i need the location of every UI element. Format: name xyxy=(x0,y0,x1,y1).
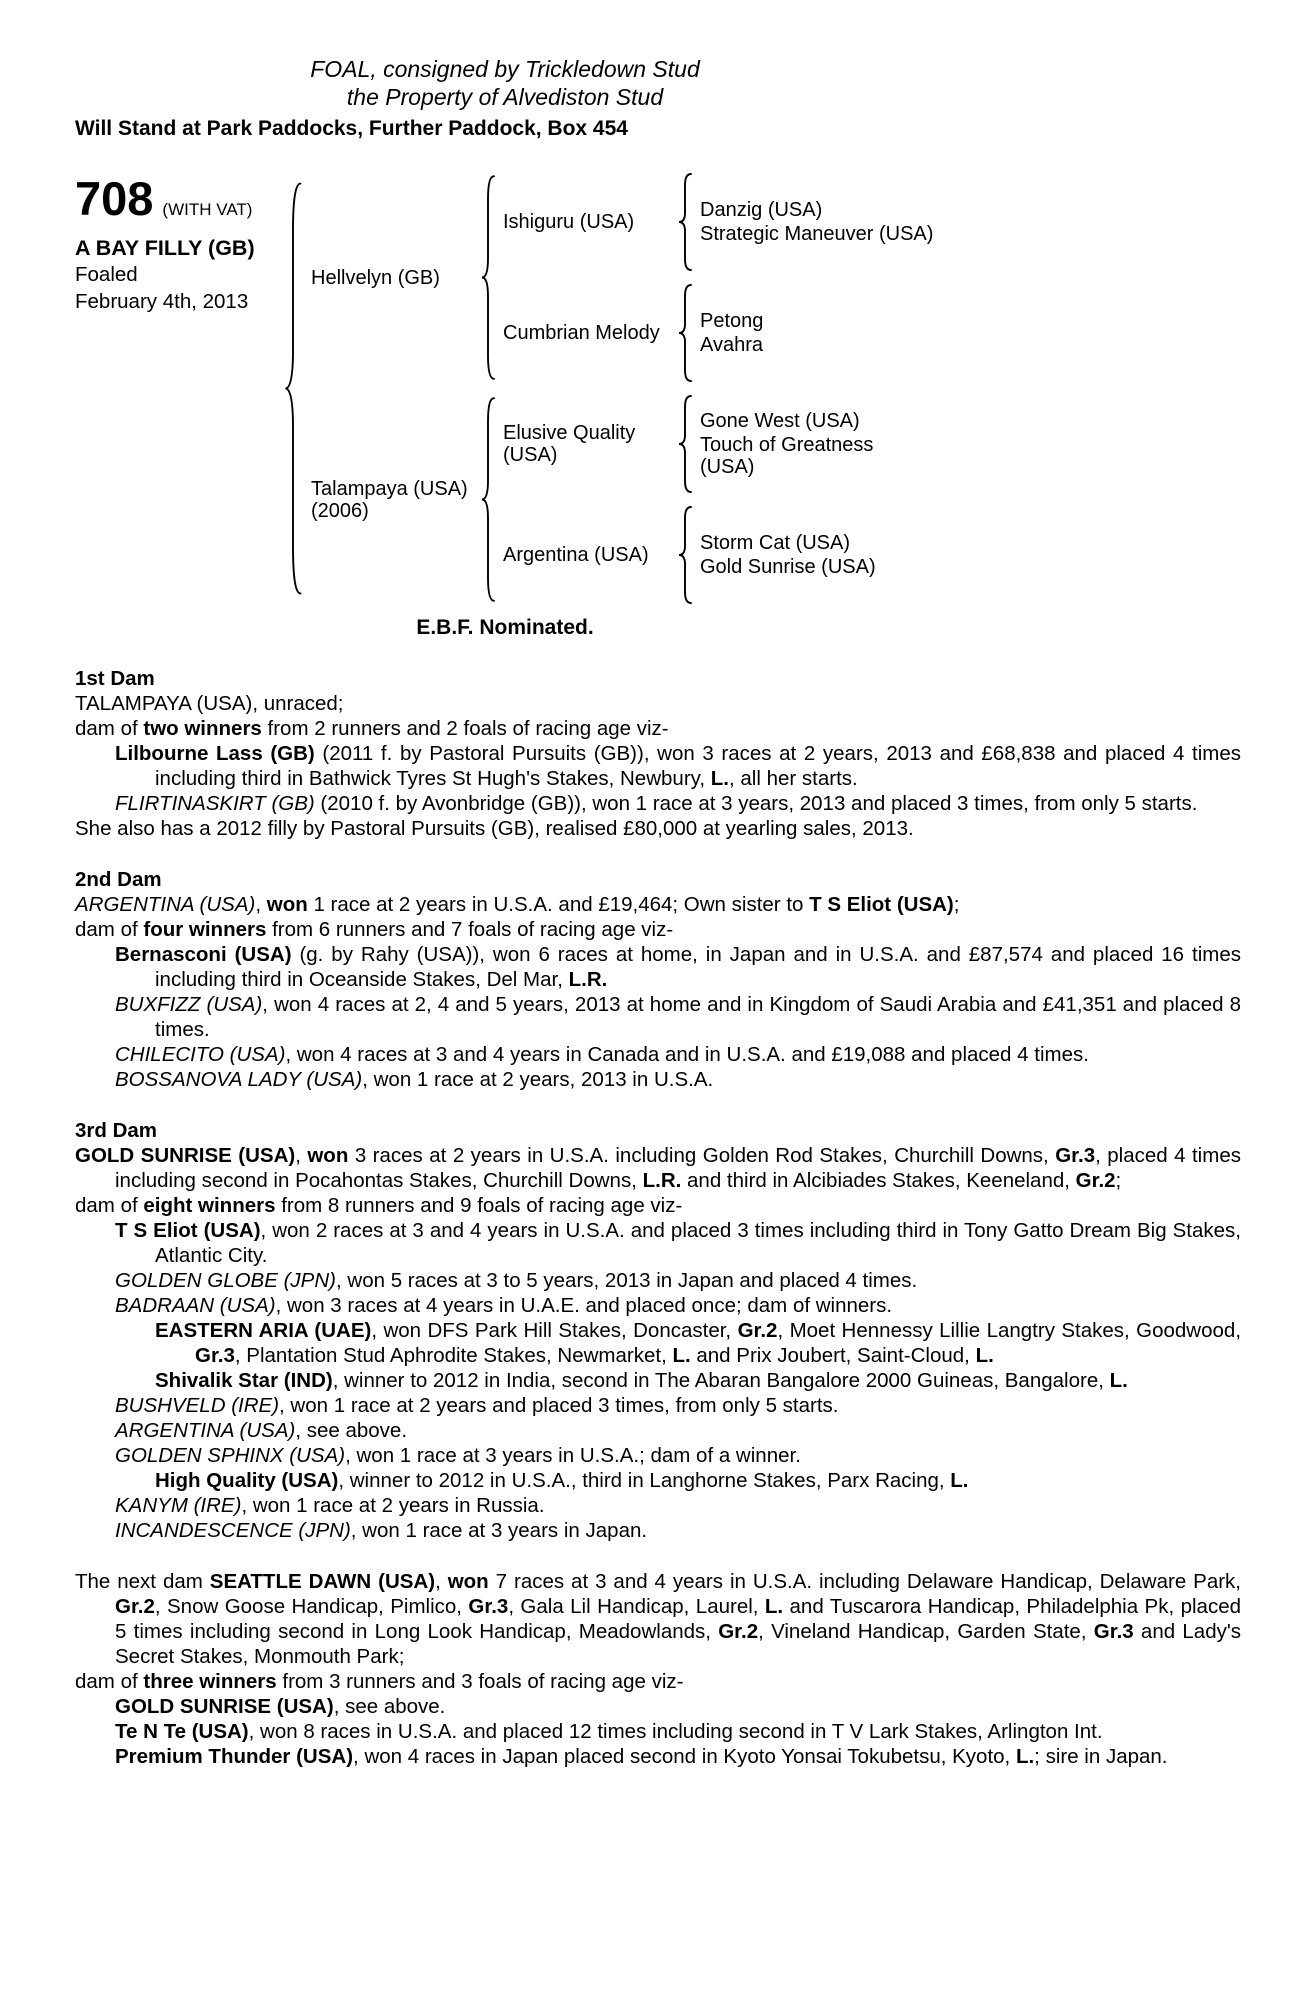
pedigree-paragraph xyxy=(75,992,1241,1042)
dam-sire-branch xyxy=(503,393,950,495)
vat-note: (WITH VAT) xyxy=(162,200,253,219)
text-run: GOLD SUNRISE (USA) xyxy=(115,1695,334,1718)
pedigree-paragraph xyxy=(75,1669,1241,1694)
pedigree-paragraph xyxy=(75,1719,1241,1744)
text-run: , Vineland Handicap, Garden State, xyxy=(758,1620,1094,1643)
pedigree-paragraph xyxy=(75,1518,1241,1543)
text-run: EASTERN ARIA (UAE) xyxy=(155,1319,372,1342)
dam-dam-branch xyxy=(503,504,950,606)
pedigree-paragraph xyxy=(75,1694,1241,1719)
text-run: , xyxy=(295,1144,308,1167)
text-run: Gr.3 xyxy=(195,1344,235,1367)
text-run: L.R. xyxy=(642,1169,682,1192)
dam-section-heading: 1st Dam xyxy=(75,667,155,690)
pedigree-paragraph xyxy=(75,1268,1241,1293)
text-run: (g. by Rahy (USA)), won 6 races at home, in Japan and in U.S.A. and £87,574 and placed 16 times including third in Oceanside Stakes, Del Mar, xyxy=(155,943,1241,991)
text-run: FLIRTINASKIRT (GB) xyxy=(115,792,315,815)
text-run: Shivalik Star (IND) xyxy=(155,1369,333,1392)
lot-number: 708 xyxy=(75,172,154,225)
pedigree-paragraph xyxy=(75,741,1241,791)
pedigree-paragraph xyxy=(75,1443,1241,1468)
text-run: from 2 runners and 2 foals of racing age viz- xyxy=(261,717,669,740)
text-run: SEATTLE DAWN (USA) xyxy=(209,1570,436,1593)
pedigree-paragraph xyxy=(75,1318,1241,1368)
pedigree-paragraph xyxy=(75,942,1241,992)
text-run: and Tuscarora Handicap, Philadelphia Pk, placed 5 times including second in Long Look Handicap, Meadowlands, xyxy=(115,1595,1241,1643)
text-run: dam of xyxy=(75,1670,144,1693)
text-run: ; sire in Japan. xyxy=(1034,1745,1168,1768)
dam-name: Talampaya (USA) (2006) xyxy=(311,477,468,522)
dam-sire-name: Elusive Quality (USA) xyxy=(503,422,636,466)
text-run: Gr.3 xyxy=(1055,1144,1096,1167)
text-run: 3 races at 2 years in U.S.A. including Golden Rod Stakes, Churchill Downs, xyxy=(348,1144,1056,1167)
pedigree-paragraph xyxy=(75,1218,1241,1268)
text-run: L. xyxy=(1015,1745,1035,1768)
text-run: CHILECITO (USA) xyxy=(115,1043,286,1066)
text-run: , won 1 race at 2 years in Russia. xyxy=(241,1494,545,1517)
dam-sire-parents xyxy=(700,409,950,479)
brace-icon xyxy=(677,394,693,494)
dam-parents xyxy=(503,393,950,606)
text-run: L. xyxy=(764,1595,784,1618)
text-run: won xyxy=(266,893,308,916)
brace-icon xyxy=(283,175,303,602)
text-run: and Prix Joubert, Saint-Cloud, xyxy=(690,1344,976,1367)
brace-icon xyxy=(677,172,693,272)
sire-sire-name: Ishiguru (USA) xyxy=(503,211,635,233)
text-run: (2010 f. by Avonbridge (GB)), won 1 race at 3 years, 2013 and placed 3 times, from only 5 starts. xyxy=(314,792,1198,815)
ebf-nominated: E.B.F. Nominated. xyxy=(416,616,594,639)
consignor-line: FOAL, consigned by Trickledown Stud xyxy=(310,56,700,82)
text-run: L. xyxy=(1109,1369,1128,1392)
pedigree-paragraph xyxy=(75,917,1241,942)
text-run: T S Eliot (USA) xyxy=(115,1219,261,1242)
text-run: and Lady's Secret Stakes, Monmouth Park; xyxy=(115,1620,1242,1668)
header-block xyxy=(75,55,935,111)
pedigree-paragraph xyxy=(75,1744,1241,1769)
sire-sire-branch xyxy=(503,171,950,273)
pedigree-paragraph xyxy=(75,1293,1241,1318)
sire-dam-branch xyxy=(503,282,950,384)
text-run: , won 4 races at 2, 4 and 5 years, 2013 at home and in Kingdom of Saudi Arabia and £41,351 and placed 8 times. xyxy=(155,993,1241,1041)
text-run: two winners xyxy=(143,717,262,740)
text-run: dam of xyxy=(75,717,144,740)
text-run: BUSHVELD (IRE) xyxy=(115,1394,280,1417)
pedigree-paragraph xyxy=(75,1042,1241,1067)
text-run: , won 3 races at 4 years in U.A.E. and placed once; dam of winners. xyxy=(275,1294,893,1317)
text-run: High Quality (USA) xyxy=(155,1469,339,1492)
sire-sire-parents xyxy=(700,198,950,246)
pedigree-paragraph xyxy=(75,1143,1241,1193)
text-run: Premium Thunder (USA) xyxy=(115,1745,354,1768)
text-run: , winner to 2012 in U.S.A., third in Langhorne Stakes, Parx Racing, xyxy=(338,1469,951,1492)
text-run: ; xyxy=(1115,1169,1122,1192)
text-run: won xyxy=(307,1144,349,1167)
sire-dam-parents xyxy=(700,309,950,357)
lot-info xyxy=(75,171,275,606)
foaled-date: February 4th, 2013 xyxy=(75,290,249,313)
pedigree-paragraph xyxy=(75,1193,1241,1218)
pedigree-paragraph xyxy=(75,716,1241,741)
sire-name: Hellvelyn (GB) xyxy=(311,266,440,289)
text-run: , Moet Hennessy Lillie Langtry Stakes, Goodwood, xyxy=(777,1319,1242,1342)
text-run: INCANDESCENCE (JPN) xyxy=(115,1519,351,1542)
horse-description: A BAY FILLY (GB) xyxy=(75,236,255,260)
text-run: , won 8 races in U.S.A. and placed 12 times including second in T V Lark Stakes, Arlington Int. xyxy=(248,1720,1103,1743)
text-run: , won 5 races at 3 to 5 years, 2013 in Japan and placed 4 times. xyxy=(336,1269,918,1292)
text-run: ; xyxy=(953,893,960,916)
text-run: from 6 runners and 7 foals of racing age viz- xyxy=(266,918,674,941)
text-run: won xyxy=(447,1570,489,1593)
catalogue-body xyxy=(75,666,1241,1769)
sire-sire-sire-name: Danzig (USA) xyxy=(700,199,823,221)
text-run: Bernasconi (USA) xyxy=(115,943,292,966)
dam-dam-dam-name: Gold Sunrise (USA) xyxy=(700,556,876,578)
text-run: ARGENTINA (USA) xyxy=(115,1419,296,1442)
text-run: , Gala Lil Handicap, Laurel, xyxy=(508,1595,765,1618)
text-run: BOSSANOVA LADY (USA) xyxy=(115,1068,363,1091)
text-run: , won 1 race at 3 years in Japan. xyxy=(350,1519,648,1542)
pedigree-paragraph xyxy=(75,1493,1241,1518)
text-run: , xyxy=(435,1570,448,1593)
text-run: ARGENTINA (USA) xyxy=(75,893,256,916)
text-run: eight winners xyxy=(143,1194,276,1217)
text-run: BADRAAN (USA) xyxy=(115,1294,276,1317)
generation-1 xyxy=(311,171,950,606)
dam-sire-sire-name: Gone West (USA) xyxy=(700,410,860,432)
text-run: L. xyxy=(672,1344,691,1367)
text-run: and third in Alcibiades Stakes, Keeneland, xyxy=(681,1169,1076,1192)
dam-dam-parents xyxy=(700,531,950,579)
text-run: dam of xyxy=(75,918,144,941)
sire-sire-dam-name: Strategic Maneuver (USA) xyxy=(700,223,934,245)
text-run: Gr.2 xyxy=(737,1319,778,1342)
dam-branch xyxy=(311,393,950,606)
text-run: , xyxy=(255,893,267,916)
text-run: , see above. xyxy=(295,1419,408,1442)
pedigree-paragraph xyxy=(75,1067,1241,1092)
dam-sire-dam-name: Touch of Greatness (USA) xyxy=(700,434,874,478)
brace-icon xyxy=(480,394,496,605)
sire-dam-name: Cumbrian Melody xyxy=(503,322,660,344)
sire-parents xyxy=(503,171,950,384)
text-run: GOLDEN GLOBE (JPN) xyxy=(115,1269,336,1292)
foaled-label: Foaled xyxy=(75,263,138,286)
brace-icon xyxy=(677,283,693,383)
text-run: , won 1 race at 2 years, 2013 in U.S.A. xyxy=(362,1068,714,1091)
pedigree-paragraph xyxy=(75,1468,1241,1493)
text-run: Gr.2 xyxy=(1075,1169,1116,1192)
text-run: GOLDEN SPHINX (USA) xyxy=(115,1444,346,1467)
text-run: Gr.3 xyxy=(1093,1620,1134,1643)
text-run: , winner to 2012 in India, second in The Abaran Bangalore 2000 Guineas, Bangalore, xyxy=(332,1369,1110,1392)
text-run: L. xyxy=(710,767,729,790)
sire-dam-dam-name: Avahra xyxy=(700,334,764,356)
text-run: , Plantation Stud Aphrodite Stakes, Newmarket, xyxy=(234,1344,673,1367)
text-run: TALAMPAYA (USA), unraced; xyxy=(75,692,344,715)
lot-row xyxy=(75,172,275,225)
text-run: , won 4 races at 3 and 4 years in Canada and in U.S.A. and £19,088 and placed 4 times. xyxy=(285,1043,1089,1066)
dam-dam-sire-name: Storm Cat (USA) xyxy=(700,532,851,554)
dam-dam-name: Argentina (USA) xyxy=(503,544,649,566)
sire-branch xyxy=(311,171,950,384)
pedigree-paragraph xyxy=(75,1368,1241,1393)
text-run: , see above. xyxy=(333,1695,446,1718)
dam-section-heading: 2nd Dam xyxy=(75,868,162,891)
stand-location: Will Stand at Park Paddocks, Further Paddock, Box 454 xyxy=(75,117,628,140)
text-run: dam of xyxy=(75,1194,144,1217)
text-run: , won 2 races at 3 and 4 years in U.S.A. and placed 3 times including third in Tony Gatto Dream Big Stakes, Atlantic City. xyxy=(155,1219,1241,1267)
text-run: L. xyxy=(950,1469,969,1492)
sire-dam-sire-name: Petong xyxy=(700,310,764,332)
text-run: BUXFIZZ (USA) xyxy=(115,993,263,1016)
text-run: 7 races at 3 and 4 years in U.S.A. including Delaware Handicap, Delaware Park, xyxy=(488,1570,1242,1593)
pedigree-table xyxy=(75,171,1240,606)
text-run: , placed 4 times including second in Pocahontas Stakes, Churchill Downs, xyxy=(115,1144,1241,1192)
text-run: Gr.2 xyxy=(718,1620,759,1643)
dam-section-heading: 3rd Dam xyxy=(75,1119,158,1142)
text-run: from 8 runners and 9 foals of racing age viz- xyxy=(275,1194,683,1217)
pedigree-paragraph xyxy=(75,816,1241,841)
text-run: , won 1 race at 3 years in U.S.A.; dam of a winner. xyxy=(345,1444,801,1467)
pedigree-paragraph xyxy=(75,892,1241,917)
brace-icon xyxy=(677,505,693,605)
pedigree-paragraph xyxy=(75,691,1241,716)
pedigree-paragraph xyxy=(75,1393,1241,1418)
text-run: , Snow Goose Handicap, Pimlico, xyxy=(154,1595,469,1618)
pedigree-paragraph xyxy=(75,1418,1241,1443)
text-run: four winners xyxy=(143,918,267,941)
text-run: The next dam xyxy=(75,1570,210,1593)
text-run: , won DFS Park Hill Stakes, Doncaster, xyxy=(371,1319,738,1342)
text-run: Te N Te (USA) xyxy=(115,1720,249,1743)
text-run: , won 1 race at 2 years and placed 3 times, from only 5 starts. xyxy=(279,1394,839,1417)
text-run: three winners xyxy=(143,1670,277,1693)
pedigree-paragraph xyxy=(75,791,1241,816)
pedigree-paragraph xyxy=(75,1569,1241,1669)
text-run: , won 4 races in Japan placed second in Kyoto Yonsai Tokubetsu, Kyoto, xyxy=(353,1745,1016,1768)
text-run: Lilbourne Lass (GB) xyxy=(115,742,315,765)
text-run: L.R. xyxy=(568,968,608,991)
property-line: the Property of Alvediston Stud xyxy=(346,84,664,110)
text-run: She also has a 2012 filly by Pastoral Pursuits (GB), realised £80,000 at yearling sales, 2013. xyxy=(75,817,914,840)
text-run: (2011 f. by Pastoral Pursuits (GB)), won 3 races at 2 years, 2013 and £68,838 and placed 4 times including third in Bathwick Tyres St Hugh's Stakes, Newbury, xyxy=(155,742,1242,790)
text-run: Gr.2 xyxy=(115,1595,155,1618)
text-run: KANYM (IRE) xyxy=(115,1494,242,1517)
text-run: from 3 runners and 3 foals of racing age viz- xyxy=(276,1670,684,1693)
text-run: GOLD SUNRISE (USA) xyxy=(75,1144,296,1167)
text-run: , all her starts. xyxy=(728,767,858,790)
brace-icon xyxy=(480,172,496,383)
text-run: Gr.3 xyxy=(468,1595,509,1618)
text-run: L. xyxy=(975,1344,994,1367)
text-run: T S Eliot (USA) xyxy=(809,893,954,916)
text-run: 1 race at 2 years in U.S.A. and £19,464; Own sister to xyxy=(307,893,810,916)
